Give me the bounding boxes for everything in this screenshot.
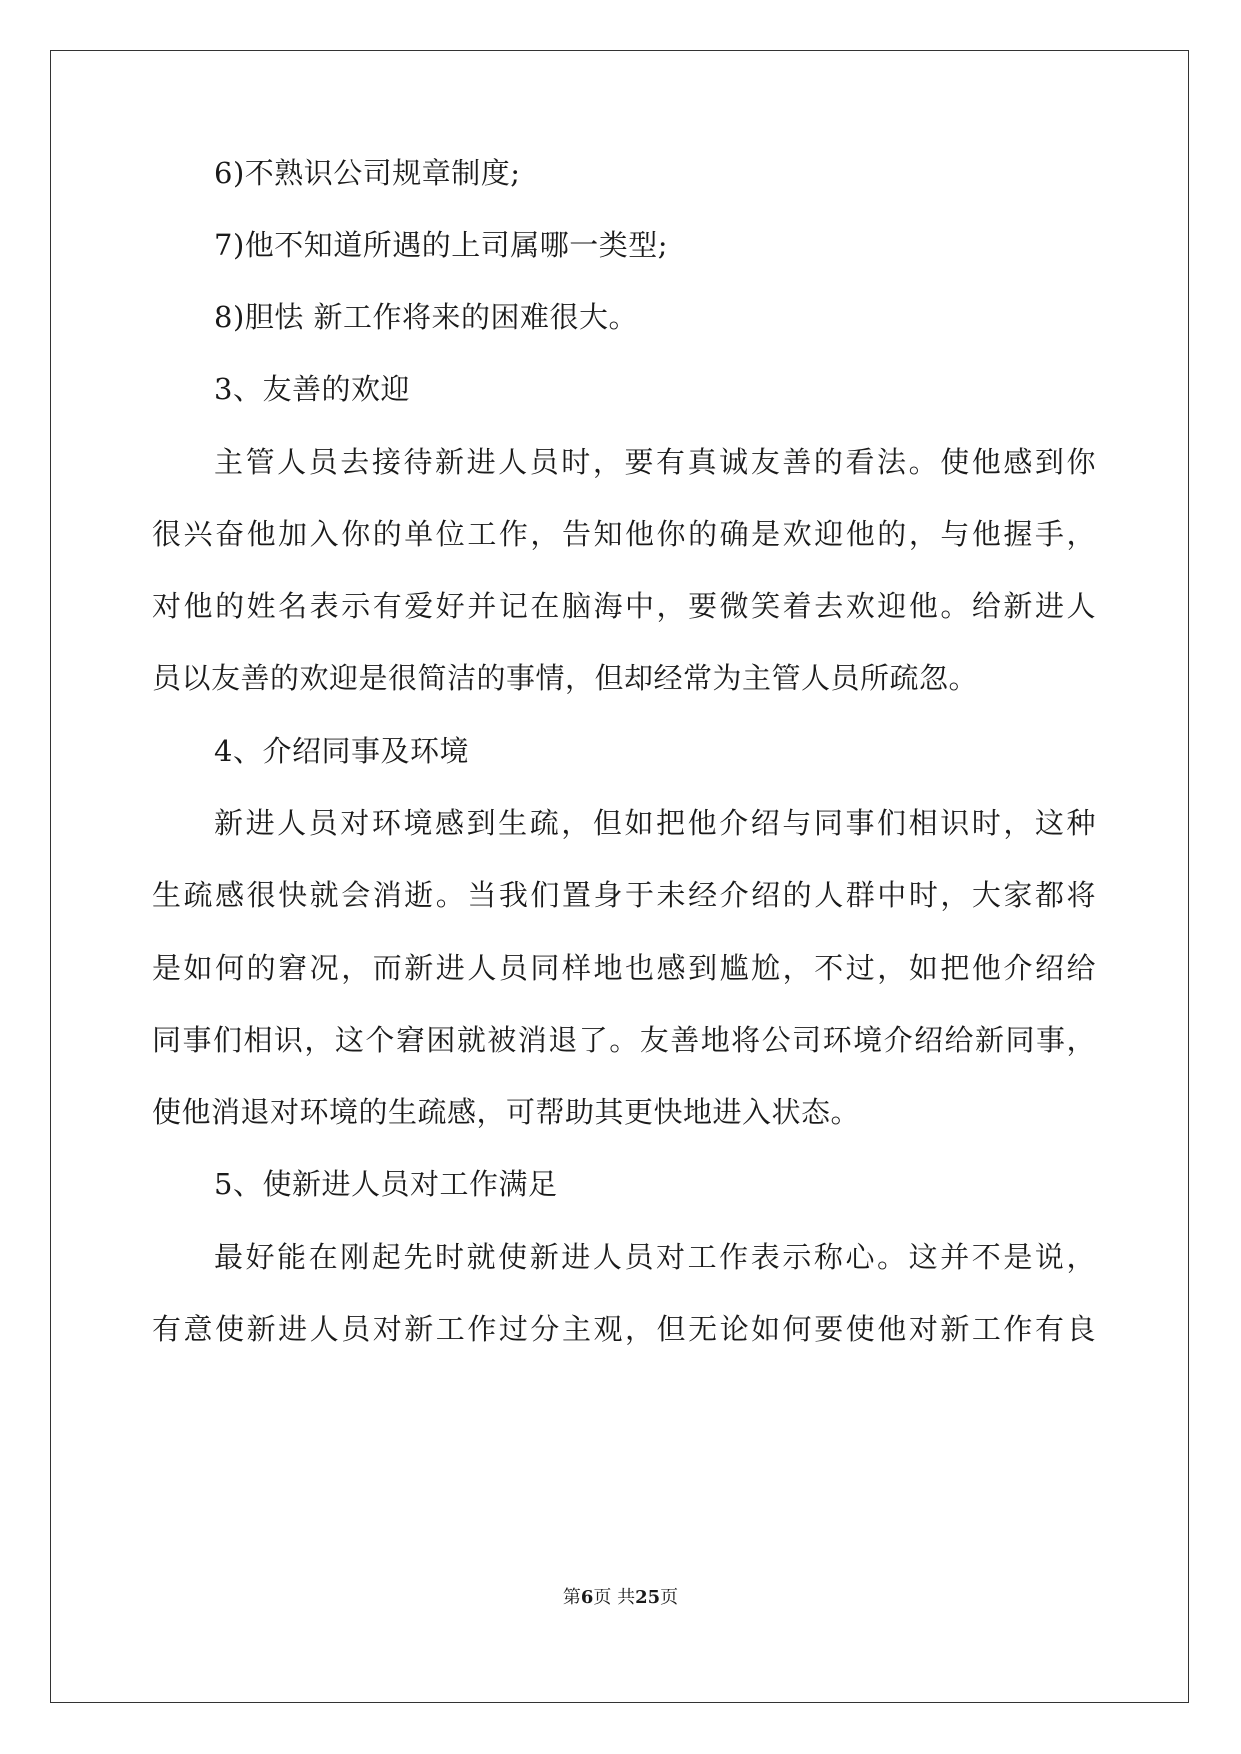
paragraph-line: 使他消退对环境的生疏感，可帮助其更快地进入状态。 (152, 1095, 861, 1129)
paragraph-line: 很兴奋他加入你的单位工作，告知他你的确是欢迎他的，与他握手， (152, 517, 1096, 551)
paragraph-line: 员以友善的欢迎是很简洁的事情，但却经常为主管人员所疏忽。 (152, 661, 979, 695)
section-heading-3: 3、友善的欢迎 (214, 372, 410, 406)
footer-suffix: 页 (660, 1587, 679, 1608)
list-item-7: 7)他不知道所遇的上司属哪一类型; (214, 228, 669, 262)
paragraph-line: 主管人员去接待新进人员时，要有真诚友善的看法。使他感到你 (214, 445, 1096, 479)
paragraph-line: 有意使新进人员对新工作过分主观，但无论如何要使他对新工作有良 (152, 1312, 1096, 1346)
page-footer (0, 1586, 1241, 1610)
list-item-6: 6)不熟识公司规章制度; (214, 156, 521, 190)
total-page-count: 25 (635, 1587, 661, 1608)
paragraph-line: 是如何的窘况，而新进人员同样地也感到尴尬，不过，如把他介绍给 (152, 951, 1096, 985)
section-heading-5: 5、使新进人员对工作满足 (214, 1167, 558, 1201)
paragraph-line: 对他的姓名表示有爱好并记在脑海中，要微笑着去欢迎他。给新进人 (152, 589, 1096, 623)
paragraph-line: 生疏感很快就会消逝。当我们置身于未经介绍的人群中时，大家都将 (152, 878, 1096, 912)
footer-prefix: 第 (562, 1587, 581, 1608)
paragraph-line: 同事们相识，这个窘困就被消退了。友善地将公司环境介绍给新同事， (152, 1023, 1096, 1057)
current-page-number: 6 (580, 1587, 594, 1608)
list-item-8: 8)胆怯 新工作将来的困难很大。 (214, 300, 638, 334)
section-heading-4: 4、介绍同事及环境 (214, 734, 469, 768)
paragraph-line: 新进人员对环境感到生疏，但如把他介绍与同事们相识时，这种 (214, 806, 1096, 840)
paragraph-line: 最好能在刚起先时就使新进人员对工作表示称心。这并不是说， (214, 1240, 1096, 1274)
footer-mid: 页 共 (593, 1587, 636, 1608)
